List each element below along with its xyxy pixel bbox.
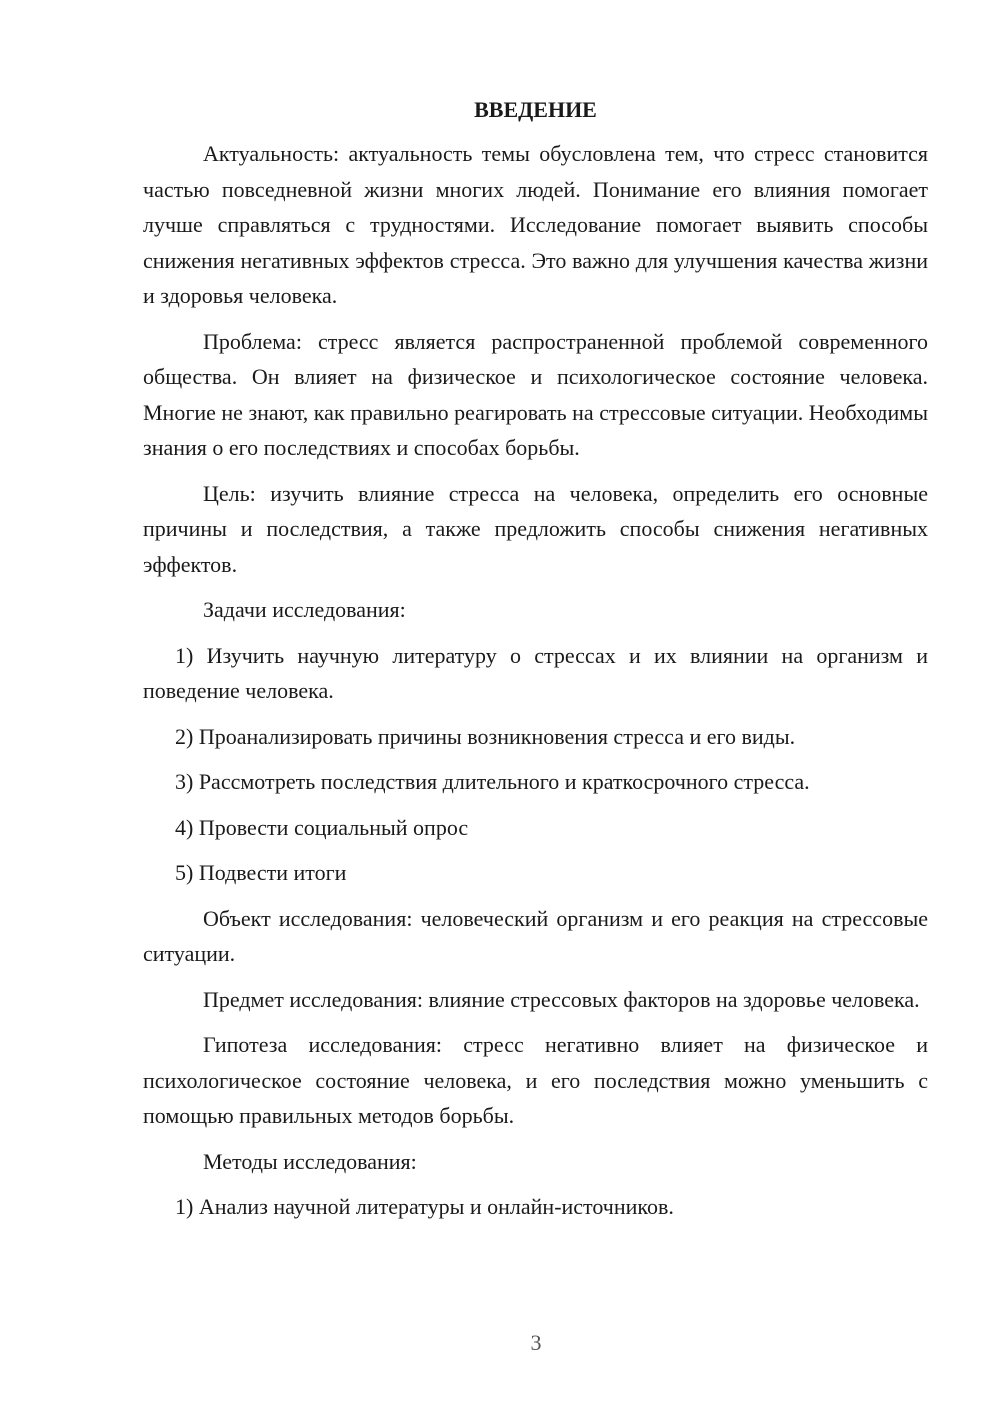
list-item-task-5: 5) Подвести итоги <box>175 860 347 885</box>
paragraph-object: Объект исследования: человеческий организм и его реакция на стрессовые ситуации. <box>143 905 928 966</box>
paragraph-problem: Проблема: стресс является распространенной проблемой современного общества. Он влияет на физическое и психологическое состояние человека. Многие не знают, как правильно реагировать на стрессовые ситуации. Необходимы знания о его последствиях и способах борьбы. <box>143 328 928 460</box>
section-title: ВВЕДЕНИЕ <box>474 97 597 122</box>
paragraph-methods-heading: Методы исследования: <box>203 1148 417 1174</box>
list-item-task-1: 1) Изучить научную литературу о стрессах и их влиянии на организм и поведение человека. <box>143 642 928 703</box>
list-item-task-2: 2) Проанализировать причины возникновения стресса и его виды. <box>175 723 796 749</box>
paragraph-goal: Цель: изучить влияние стресса на человека, определить его основные причины и последствия, а также предложить способы снижения негативных эффектов. <box>143 480 928 577</box>
paragraph-subject: Предмет исследования: влияние стрессовых факторов на здоровье человека. <box>203 986 920 1012</box>
document-page <box>143 92 928 1235</box>
paragraph-hypothesis: Гипотеза исследования: стресс негативно влияет на физическое и психологическое состояние человека, и его последствия можно уменьшить с помощью правильных методов борьбы. <box>143 1032 928 1128</box>
paragraph-relevance: Актуальность: актуальность темы обусловлена тем, что стресс становится частью повседневной жизни многих людей. Понимание его влияния помогает лучше справляться с трудностями. Исследование помогает выявить способы снижения негативных эффектов стресса. Это важно для улучшения качества жизни и здоровья человека. <box>143 141 928 308</box>
list-item-method-1: 1) Анализ научной литературы и онлайн-источников. <box>175 1194 674 1219</box>
list-item-task-3: 3) Рассмотреть последствия длительного и краткосрочного стресса. <box>175 769 810 794</box>
page-number: 3 <box>530 1330 542 1355</box>
list-item-task-4: 4) Провести социальный опрос <box>175 814 469 840</box>
paragraph-tasks-heading: Задачи исследования: <box>203 597 406 622</box>
